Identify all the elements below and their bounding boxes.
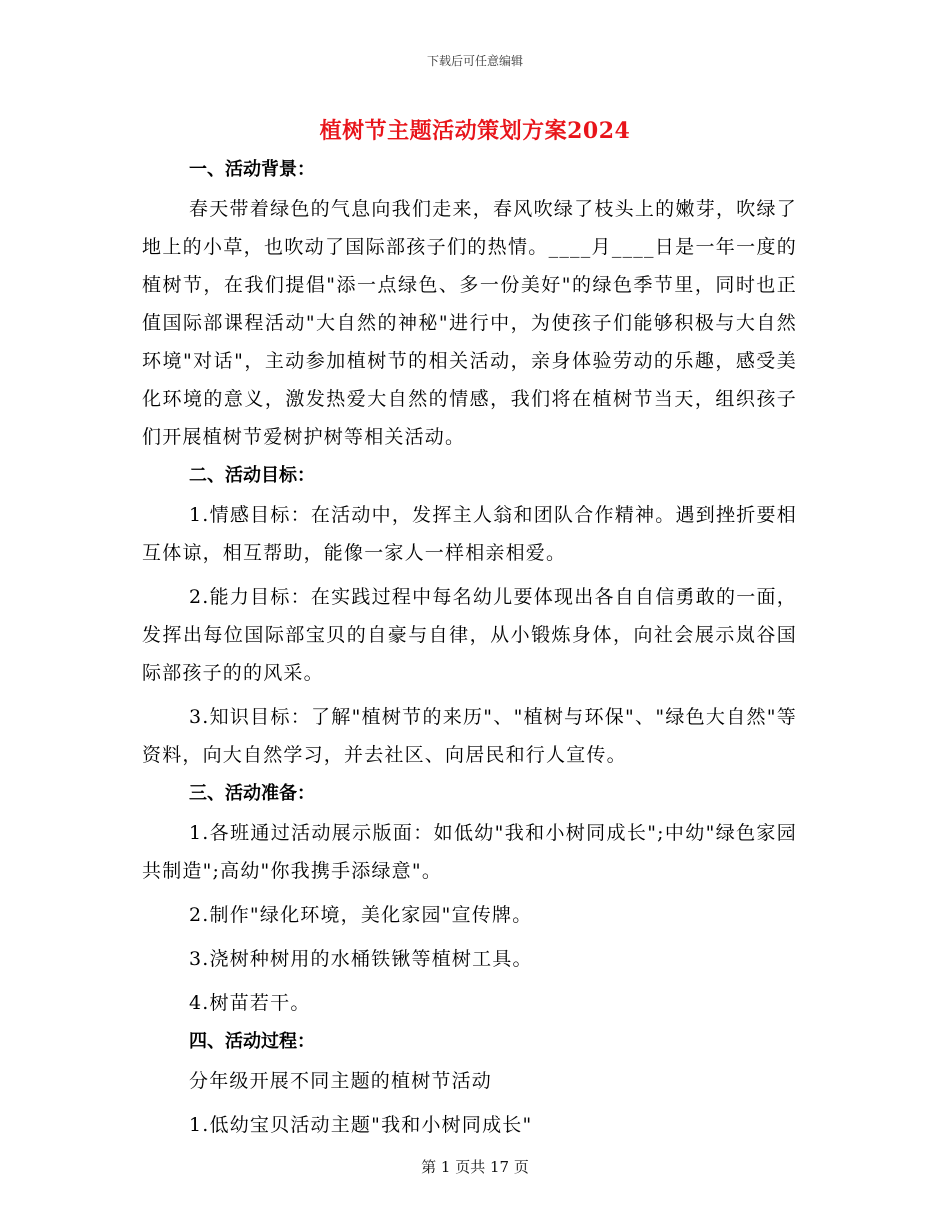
section-heading-process: 四、活动过程： — [189, 1031, 315, 1052]
preparation-item-display: 1.各班通过活动展示版面：如低幼"我和小树同成长";中幼"绿色家园共制造";高幼"你我携手添绿意"。 — [142, 822, 797, 882]
background-paragraph: 春天带着绿色的气息向我们走来，春风吹绿了枝头上的嫩芽，吹绿了地上的小草，也吹动了国际部孩子们的热情。____月____日是一年一度的植树节，在我们提倡"添一点绿色、多一份美好"的绿色季节里，同时也正值国际部课程活动"大自然的神秘"进行中，为使孩子们能够积极与大自然环境"对话"，主动参加植树节的相关活动，亲身体验劳动的乐趣，感受美化环境的意义，激发热爱大自然的情感，我们将在植树节当天，组织孩子们开展植树节爱树护树等相关活动。 — [142, 198, 797, 448]
preparation-item-signboard: 2.制作"绿化环境，美化家园"宣传牌。 — [189, 904, 533, 926]
preparation-item-tools: 3.浇树种树用的水桶铁锹等植树工具。 — [189, 948, 533, 970]
goal-item-emotion: 1.情感目标：在活动中，发挥主人翁和团队合作精神。遇到挫折要相互体谅，相互帮助，能像一家人一样相亲相爱。 — [142, 504, 797, 564]
page-header: 下载后可任意编辑 — [426, 54, 523, 68]
process-item-junior: 1.低幼宝贝活动主题"我和小树同成长" — [189, 1114, 533, 1136]
document-title: 植树节主题活动策划方案2024 — [319, 118, 631, 144]
process-intro: 分年级开展不同主题的植树节活动 — [189, 1070, 493, 1092]
goal-item-ability: 2.能力目标：在实践过程中每名幼儿要体现出各自自信勇敢的一面，发挥出每位国际部宝贝的自豪与自律，从小锻炼身体，向社会展示岚谷国际部孩子的的风采。 — [142, 586, 797, 684]
page-footer: 第 1 页共 17 页 — [421, 1158, 529, 1176]
goal-item-knowledge: 3.知识目标：了解"植树节的来历"、"植树与环保"、"绿色大自然"等资料，向大自然学习，并去社区、向居民和行人宣传。 — [142, 706, 797, 766]
section-heading-goals: 二、活动目标： — [189, 465, 315, 486]
section-heading-background: 一、活动背景： — [189, 159, 315, 180]
document-body — [142, 150, 797, 1144]
preparation-item-saplings: 4.树苗若干。 — [189, 992, 311, 1014]
section-heading-preparation: 三、活动准备： — [189, 783, 315, 804]
